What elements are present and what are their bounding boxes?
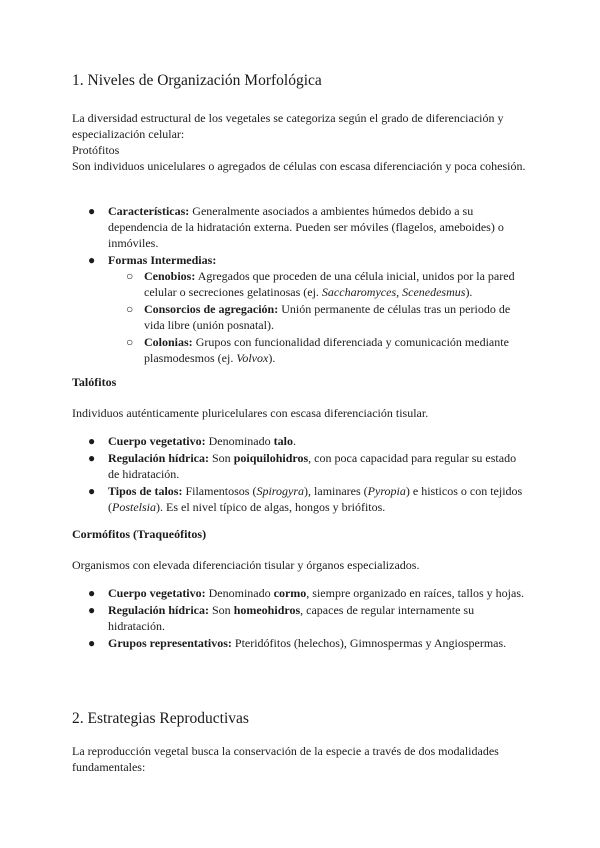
sub-item [108,268,528,300]
item-text: Pteridófitos (helechos), Gimnospermas y Angiospermas. [234,636,507,650]
talofitos-list [0,433,528,516]
item-end: , con poca capacidad para regular su estado de hidratación. [108,451,517,481]
sub-item [108,301,528,333]
item-text: Denominado [208,586,271,600]
section-1-intro: La diversidad estructural de los vegetales se categoriza según el grado de diferenciación y especialización celular: [72,111,504,141]
item-label: Cuerpo vegetativo: [108,434,206,448]
section-1-title: 1. Niveles de Organización Morfológica [72,72,322,89]
item-label: Regulación hídrica: [108,451,209,465]
sub-item-end: ). [465,285,473,299]
cormofitos-heading: Cormófitos (Traqueófitos) [72,527,207,541]
protofitos-desc: Son individuos unicelulares o agregados de células con escasa diferenciación y poca cohesión. [72,159,526,173]
example-species: Volvox [236,351,269,365]
sub-item-label: Cenobios: [144,269,196,283]
sub-item-end: ). [268,351,276,365]
item-label: Formas Intermedias: [108,253,217,267]
list-item [0,483,528,515]
item-text: Generalmente asociados a ambientes húmedos debido a su dependencia de la hidratación externa. Pueden ser móviles (flagelos, ameboides) o inmóviles. [108,204,504,250]
item-label: Grupos representativos: [108,636,232,650]
bullet-icon: ● [88,586,96,600]
item-text: Filamentosos ( [185,484,257,498]
item-label: Tipos de talos: [108,484,183,498]
item-label: Regulación hídrica: [108,603,209,617]
bullet-icon: ● [88,603,96,617]
example-species: Saccharomyces, Scenedesmus [321,285,466,299]
item-text: ), laminares ( [304,484,368,498]
sub-item-text: Unión permanente de células tras un periodo de vida libre (unión posnatal). [144,302,511,332]
bullet-icon: ● [88,204,96,218]
sub-item-text: Grupos con funcionalidad diferenciada y comunicación mediante plasmodesmos (ej. [144,335,509,365]
item-term: cormo [273,586,307,600]
sub-item-text: Agregados que proceden de una célula inicial, unidos por la pared celular o secreciones gelatinosas (ej. [144,269,515,299]
example-species: Pyropia [367,484,406,498]
item-label: Características: [108,204,190,218]
talofitos-heading: Talófitos [72,375,117,389]
bullet-icon: ● [88,434,96,448]
item-text: Son [212,451,231,465]
list-item [0,635,528,651]
section-2-title: 2. Estrategias Reproductivas [72,710,249,727]
protofitos-heading: Protófitos [72,143,120,157]
item-term: poiquilohidros [233,451,309,465]
talofitos-desc: Individuos auténticamente pluricelulares con escasa diferenciación tisular. [72,406,429,420]
item-text: Son [212,603,231,617]
example-species: Postelsia [112,500,156,514]
list-item [0,203,528,251]
list-item [0,252,528,366]
item-end: , siempre organizado en raíces, tallos y hojas. [306,586,525,600]
sub-item-label: Colonias: [144,335,193,349]
cormofitos-desc: Organismos con elevada diferenciación tisular y órganos especializados. [72,558,420,572]
item-term: talo [273,434,293,448]
section-2-intro: La reproducción vegetal busca la conservación de la especie a través de dos modalidades fundamentales: [72,744,499,774]
item-text: ) e histicos o con tejidos ( [108,484,523,514]
protofitos-list [0,203,528,367]
item-end: , capaces de regular internamente su hidratación. [108,603,475,633]
item-end: . [292,434,296,448]
cormofitos-list [0,585,528,652]
bullet-icon: ● [88,253,96,267]
item-term: homeohidros [233,603,301,617]
item-text: Denominado [208,434,271,448]
circle-bullet-icon: ○ [126,269,134,283]
list-item [0,602,528,634]
item-text: ). Es el nivel típico de algas, hongos y briófitos. [156,500,386,514]
item-label: Cuerpo vegetativo: [108,586,206,600]
example-species: Spirogyra [256,484,305,498]
list-item [0,433,528,449]
formas-sublist [108,268,528,366]
list-item [0,450,528,482]
list-item [0,585,528,601]
bullet-icon: ● [88,484,96,498]
sub-item [108,334,528,366]
circle-bullet-icon: ○ [126,302,134,316]
sub-item-label: Consorcios de agregación: [144,302,279,316]
circle-bullet-icon: ○ [126,335,134,349]
bullet-icon: ● [88,636,96,650]
bullet-icon: ● [88,451,96,465]
